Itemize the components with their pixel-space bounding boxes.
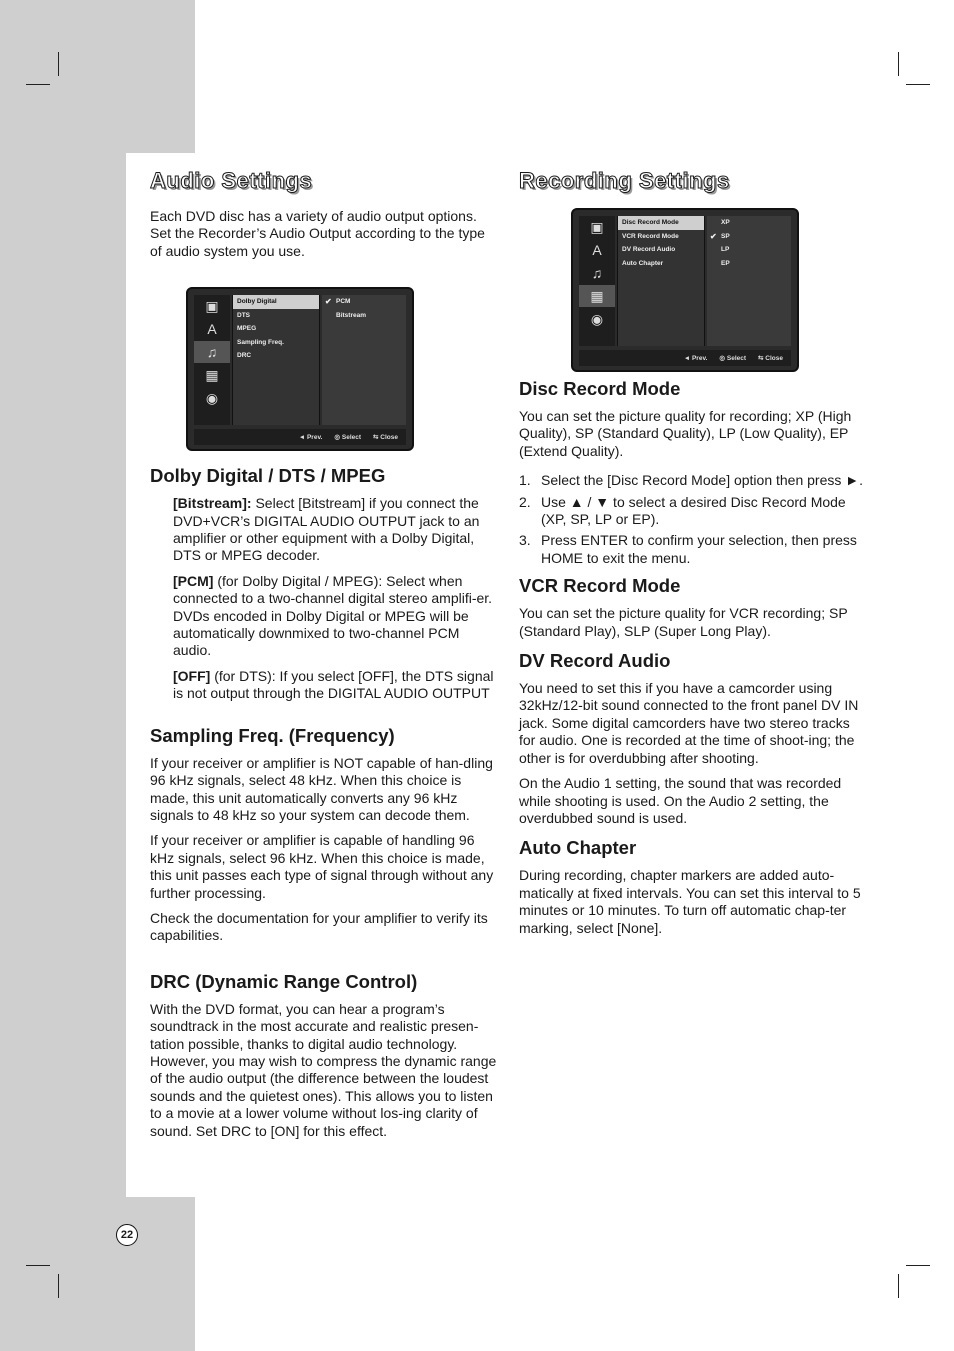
menu-footer [194, 429, 406, 445]
disc-icon: ▣ [205, 297, 219, 314]
footer-prev: ◄ Prev. [298, 433, 323, 441]
audio-menu-screenshot [186, 287, 414, 451]
crop-mark [898, 52, 899, 76]
list-item: 1. Select the [Disc Record Mode] option then press ►. [519, 472, 864, 489]
off-paragraph: [OFF] (for DTS): If you select [OFF], the DTS signal is not output through the DIGITAL AUDIO OUTPUT [173, 667, 494, 702]
auto-chapter-paragraph: During recording, chapter markers are added auto-matically at fixed intervals. You can set this interval to 5 minutes or 10 minutes. To turn off automatic chap-ter marking, select [None]. [519, 867, 861, 936]
menu-icon-column [579, 216, 615, 346]
menu-option: LP [721, 246, 730, 253]
footer-close: ⇆ Close [373, 434, 398, 442]
footer-select: ◎ Select [719, 355, 747, 362]
crop-mark [906, 1265, 930, 1266]
drc-heading: DRC (Dynamic Range Control) [150, 970, 418, 992]
disc-record-heading: Disc Record Mode [519, 378, 681, 399]
sampling-heading: Sampling Freq. (Frequency) [150, 724, 395, 746]
menu-footer [579, 350, 791, 366]
footer-close: ⇆ Close [758, 355, 783, 362]
footer-prev: ◄ Prev. [683, 354, 708, 362]
dv-record-heading: DV Record Audio [519, 650, 671, 672]
sampling-paragraph-1: If your receiver or amplifier is NOT capable of han-dling 96 kHz signals, select 48 kHz. When this choice is made, this unit automatically converts any 96 kHz signals to 48 kHz so your system can decode them. [150, 754, 493, 823]
menu-option: Bitstream [336, 311, 366, 319]
recording-menu-items [617, 216, 705, 346]
menu-item: DTS [237, 311, 250, 319]
vcr-record-heading: VCR Record Mode [519, 575, 681, 597]
film-icon: ▦ [205, 366, 219, 383]
menu-option: XP [721, 219, 730, 226]
audio-menu-items [232, 295, 320, 425]
vcr-record-paragraph: You can set the picture quality for VCR recording; SP (Standard Play), SLP (Super Long Play). [519, 605, 848, 639]
menu-item: VCR Record Mode [622, 232, 679, 240]
gray-margin-bottom [0, 1197, 195, 1351]
speaker-icon: ♫ [194, 341, 230, 363]
menu-item: Auto Chapter [622, 259, 664, 267]
disc-record-steps [519, 472, 867, 567]
audio-settings-title: Audio Settings [150, 168, 313, 193]
lock-disc-icon: ◉ [590, 310, 604, 327]
checkmark-icon: ✔ [325, 297, 332, 307]
auto-chapter-heading: Auto Chapter [519, 837, 637, 859]
menu-option: ✔ SP [707, 230, 791, 244]
crop-mark [26, 1265, 50, 1266]
film-icon: ▦ [579, 285, 615, 307]
crop-mark [58, 52, 59, 76]
menu-icon-column [194, 295, 230, 425]
disc-record-paragraph: You can set the picture quality for recording; XP (High Quality), SP (Standard Quality), LP (Low Quality), EP (Extend Quality). [519, 408, 852, 459]
recording-menu-screenshot [571, 208, 799, 372]
audio-menu-options [322, 295, 406, 425]
dolby-heading: Dolby Digital / DTS / MPEG [150, 465, 386, 487]
menu-item: Disc Record Mode [618, 216, 704, 230]
list-item: 3. Press ENTER to confirm your selection, then press HOME to exit the menu. [519, 532, 857, 566]
disc-icon: ▣ [590, 218, 604, 235]
gray-margin-left [0, 0, 126, 1351]
menu-item: MPEG [237, 325, 257, 333]
pcm-paragraph: [PCM] (for Dolby Digital / MPEG): Select when connected to a two-channel digital stereo amplifi-er. DVDs encoded in Dolby Digital or MPEG will be automatically downmixed to two-channel PCM audio. [173, 572, 493, 659]
crop-mark [58, 1274, 59, 1298]
menu-item: DV Record Audio [622, 246, 676, 253]
audio-intro: Each DVD disc has a variety of audio output options. Set the Recorder’s Audio Output according to the type of audio system you use. [150, 208, 485, 259]
audio-settings-column [150, 168, 498, 1148]
footer-select: ◎ Select [334, 434, 362, 442]
sampling-paragraph-3: Check the documentation for your amplifier to verify its capabilities. [150, 909, 488, 944]
menu-item: DRC [237, 352, 252, 360]
menu-item: Sampling Freq. [237, 338, 284, 346]
dv-record-paragraph-2: On the Audio 1 setting, the sound that was recorded while shooting is used. On the Audio 2 setting, the overdubbed sound is used. [519, 775, 842, 826]
sampling-paragraph-2: If your receiver or amplifier is capable of handling 96 kHz signals, select 96 kHz. When this choice is made, this unit passes each type of signal through without any further processing. [150, 832, 494, 901]
crop-mark [898, 1274, 899, 1298]
crop-mark [906, 84, 930, 85]
menu-option: ✔ PCM [322, 295, 406, 309]
language-icon: A [207, 321, 217, 338]
drc-paragraph: With the DVD format, you can hear a program’s soundtrack in the most accurate and realistic presen-tation possible, thanks to digital audio technology. However, you may wish to compress the dynamic range of the audio output (the difference between the loudest sounds and the quietest ones). This allows you to listen to a movie at a lower volume without los-ing clarity of sound. Set DRC to [ON] for this effect. [150, 1000, 497, 1139]
speaker-icon: ♫ [591, 265, 603, 281]
language-icon: A [592, 242, 602, 258]
checkmark-icon: ✔ [710, 231, 717, 241]
lock-disc-icon: ◉ [205, 389, 219, 406]
bitstream-paragraph: [Bitstream]: Select [Bitstream] if you connect the DVD+VCR’s DIGITAL AUDIO OUTPUT jack to an amplifier or other equipment with a Dolby Digital, DTS or MPEG decoder. [173, 495, 480, 564]
recording-settings-title: Recording Settings [519, 168, 730, 193]
recording-menu-options [707, 216, 791, 346]
dv-record-paragraph-1: You need to set this if you have a camcorder using 32kHz/12-bit sound connected to the front panel DV IN jack. Some digital camcorders have two stereo tracks for audio. One is recorded at the time of shoot-ing; the other is for overdubbing after shooting. [519, 680, 859, 766]
page-number: 22 [116, 1224, 138, 1246]
recording-settings-column [519, 168, 867, 945]
menu-item: Dolby Digital [233, 295, 319, 309]
crop-mark [26, 84, 50, 85]
list-item: 2. Use ▲ / ▼ to select a desired Disc Record Mode (XP, SP, LP or EP). [519, 493, 846, 528]
menu-option: EP [721, 259, 730, 267]
